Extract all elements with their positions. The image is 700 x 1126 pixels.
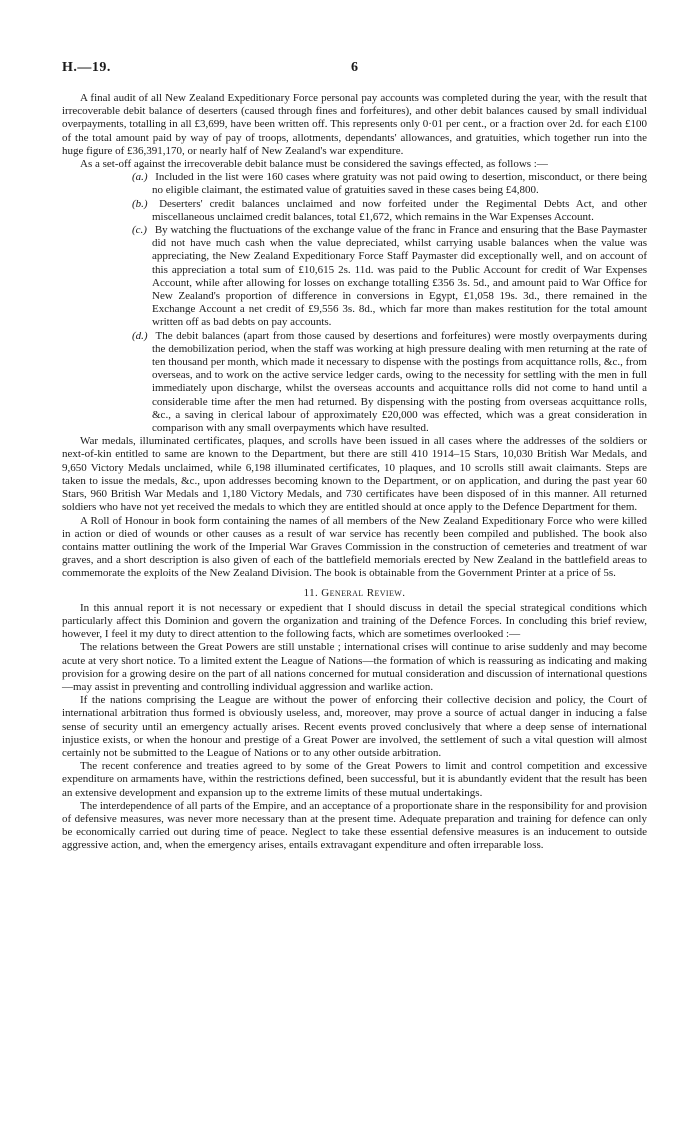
paragraph: The recent conference and treaties agreed to by some of the Great Powers to limit and control competition and excessive expenditure on armaments have, within the restrictions defined, been successful, but it is abundantly evident that the result has been an extensive development and expansion up to the extreme limits of these mutual undertakings.	[62, 760, 647, 799]
page-number: 6	[351, 60, 358, 75]
list-item	[132, 171, 648, 197]
item-text: The debit balances (apart from those caused by desertions and forfeitures) were mostly overpayments during the demobilization period, when the staff was working at high pressure dealing with men returning at the rate of ten thousand per month, which made it necessary to dispense with the postings from acquittance rolls, &c., from overseas, and to work on the active service ledger cards, owing to the necessity for settling with the men in full immediately upon discharge, whilst the overseas accounts and acquittance rolls did not come to hand until a considerable time after the men had returned. By dispensing with the posting from overseas acquittance rolls, &c., a saving in clerical labour of approximately £20,000 was effected, which was a great consideration in comparison with any small overpayments which have resulted.	[152, 329, 647, 435]
item-label: (b.)	[132, 197, 148, 210]
item-text: Included in the list were 160 cases where gratuity was not paid owing to desertion, misconduct, or there being no eligible claimant, the estimated value of gratuities saved in these cases being £4,800.	[152, 171, 648, 197]
savings-list	[62, 171, 647, 435]
list-item	[132, 224, 648, 330]
paragraph: War medals, illuminated certificates, plaques, and scrolls have been issued in all cases where the addresses of the soldiers or next-of-kin entitled to same are known to the Department, but there are still 410 1914–15 Stars, 10,030 British War Medals, and 9,650 Victory Medals unclaimed, while 6,198 illuminated certificates, 10 plaques, and 10 scrolls still await claimants. Steps are taken to issue the medals, &c., upon addresses becoming known to the Department, or on application, and during the past year 60 Stars, 960 British War Medals and 1,180 Victory Medals, and 730 certificates have been disposed of in this manner. All returned soldiers who have not yet received the medals to which they are entitled should at once apply to the Defence Department for them.	[62, 435, 647, 514]
item-label: (a.)	[132, 171, 148, 184]
paragraph: If the nations comprising the League are without the power of enforcing their collective decision and policy, the Court of international arbitration thus formed is obviously useless, and, moreover, may prove a source of actual danger in inducing a false sense of security until an emergency actually arises. Recent events proved conclusively that where a deep sense of international injustice exists, or when the honour and prestige of a Great Power are involved, the settlement of such a vital question will almost certainly not be submitted to the League of Nations or to any other outside arbitration.	[62, 694, 647, 759]
section-heading: 11. General Review.	[303, 586, 406, 599]
paragraph: As a set-off against the irrecoverable debit balance must be considered the savings effected, as follows :—	[80, 158, 548, 171]
paragraph: The relations between the Great Powers are still unstable ; international crises will continue to arise suddenly and may become acute at very short notice. To a limited extent the League of Nations—the formation of which is reassuring as indicating and making provision for a growing desire on the part of all nations concerned for mutual consideration and discussion of international questions—may assist in preventing and controlling individual aggression and warlike action.	[62, 641, 647, 693]
paragraph: The interdependence of all parts of the Empire, and an acceptance of a proportionate share in the responsibility for and provision of defensive measures, was never more necessary than at the present time. Adequate preparation and training for defence can only be economically carried out during time of peace. Neglect to take these essential defensive measures is an inducement to outside aggressive action, and, when the emergency arises, entails extravagant expenditure and often irreparable loss.	[62, 799, 647, 852]
document-reference: H.—19.	[62, 60, 111, 75]
item-text: Deserters' credit balances unclaimed and now forfeited under the Regimental Debts Act, and other miscellaneous unclaimed credit balances, total £1,672, which remains in the War Expenses Account.	[152, 197, 648, 223]
document-page	[62, 60, 647, 853]
item-label: (c.)	[132, 224, 147, 237]
item-label: (d.)	[132, 329, 148, 342]
paragraph: In this annual report it is not necessary or expedient that I should discuss in detail the special strategical conditions which particularly affect this Dominion and govern the organization and training of the Defence Forces. In concluding this brief review, however, I feel it my duty to direct attention to the following facts, which are sometimes overlooked :—	[62, 601, 647, 641]
list-item	[132, 329, 647, 436]
item-text: By watching the fluctuations of the exchange value of the franc in France and ensuring that the Base Paymaster did not have much cash when the value depreciated, whilst carrying usable balances when the value was appreciating, the New Zealand Expeditionary Force Staff Paymaster did exceptionally well, and on account of this appreciation a total sum of £10,615 2s. 11d. was paid to the Public Account for credit of War Expenses Account, while after allowing for losses on exchange totalling £356 3s. 5d., and amount paid to War Office for New Zealand's proportion of difference in conversions in Egypt, £1,058 19s. 3d., there remained in the Exchange Account a net credit of £9,556 3s. 8d., which far more than makes restitution for the total amount written off as bad debts on pay accounts.	[152, 224, 648, 329]
list-item	[132, 197, 648, 224]
page-header	[62, 60, 647, 84]
document-body	[62, 92, 647, 853]
paragraph: A Roll of Honour in book form containing the names of all members of the New Zealand Expeditionary Force who were killed in action or died of wounds or other causes as a result of war service has recently been compiled and published. The book also contains matter outlining the work of the Imperial War Graves Commission in the construction of cemeteries and treatment of war graves, and a short description is also given of each of the battlefield memorials erected by New Zealand in the battlefield areas to commemorate the exploits of the New Zealand Division. The book is obtainable from the Government Printer at a price of 5s.	[62, 514, 647, 580]
paragraph: A final audit of all New Zealand Expeditionary Force personal pay accounts was completed during the year, with the result that irrecoverable debit balance of deserters (caused through fines and forfeitures), and other debit balances caused by small individual overpayments, totalling in all £3,699, have been written off. This represents only 0·01 per cent., or a fraction over 2d. for each £100 of the total amount paid by way of pay of troops, allotments, dependants' allowances, and gratuities, which together run into the huge figure of £36,391,170, or nearly half of New Zealand's war expenditure.	[62, 92, 647, 157]
